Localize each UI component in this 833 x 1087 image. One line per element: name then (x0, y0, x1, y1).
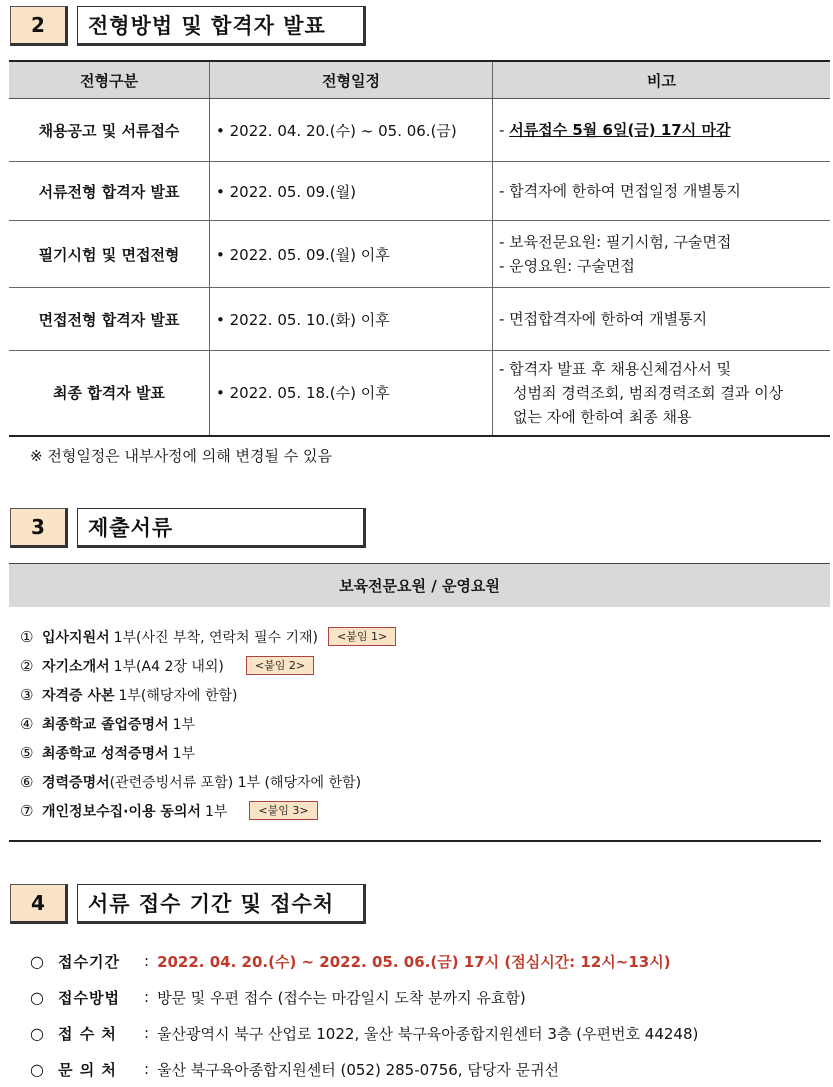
doc-name: 최종학교 성적증명서 (42, 745, 169, 762)
doc-name: 자격증 사본 (42, 687, 115, 704)
circle-bullet-icon: ○ (30, 1059, 44, 1079)
item-number: ⑤ (20, 743, 34, 762)
info-row (30, 1015, 698, 1051)
table-row (9, 99, 830, 162)
info-label: 접수기간 (58, 952, 120, 971)
table-row (9, 162, 830, 221)
section-number: 2 (10, 6, 68, 46)
list-item (20, 622, 396, 651)
item-number: ④ (20, 714, 34, 733)
doc-name: 자기소개서 (42, 658, 110, 675)
stage-cell: 채용공고 및 서류접수 (9, 99, 210, 162)
note-line: - 보육전문요원: 필기시험, 구술면접 (499, 233, 732, 251)
doc-detail: 1부(A4 2장 내외) (113, 658, 224, 675)
table-row (9, 221, 830, 288)
list-item (20, 738, 396, 767)
info-label: 접 수 처 (58, 1024, 117, 1043)
colon: : (144, 1060, 150, 1078)
table-header-row (9, 61, 830, 99)
list-item (20, 709, 396, 738)
doc-name: 개인정보수집·이용 동의서 (42, 803, 201, 820)
circle-bullet-icon: ○ (30, 951, 44, 971)
note-line: 없는 자에 한하여 최종 채용 (513, 407, 692, 426)
date-cell: • 2022. 05. 09.(월) 이후 (210, 221, 493, 288)
note-line: - 운영요원: 구술면접 (499, 257, 635, 275)
note-line: 성범죄 경력조회, 범죄경력조회 결과 이상 (513, 383, 784, 402)
column-header: 전형구분 (9, 61, 210, 99)
stage-cell: 면접전형 합격자 발표 (9, 288, 210, 351)
list-item (20, 651, 396, 680)
attachment-tag: <붙임 2> (246, 656, 314, 675)
info-value: 울산광역시 북구 산업로 1022, 울산 북구육아종합지원센터 3층 (우편번호 44248) (157, 1024, 699, 1043)
item-number: ③ (20, 685, 34, 704)
doc-detail: 1부 (172, 745, 196, 762)
note-line: - 합격자 발표 후 채용신체검사서 및 (499, 359, 732, 378)
deadline-note: 서류접수 5월 6일(금) 17시 마감 (509, 121, 731, 139)
info-row (30, 1051, 698, 1087)
table-row (9, 288, 830, 351)
list-item (20, 796, 396, 825)
info-value: 방문 및 우편 접수 (접수는 마감일시 도착 분까지 유효함) (157, 988, 526, 1007)
info-label: 문 의 처 (58, 1060, 117, 1079)
info-row (30, 943, 698, 979)
note-cell (493, 99, 831, 162)
date-cell: • 2022. 04. 20.(수) ~ 05. 06.(금) (210, 99, 493, 162)
attachment-tag: <붙임 1> (328, 627, 396, 646)
note-cell: - 면접합격자에 한하여 개별통지 (493, 288, 831, 351)
doc-detail: 1부(사진 부착, 연락처 필수 기재) (113, 629, 318, 646)
stage-cell: 최종 합격자 발표 (9, 351, 210, 436)
list-item (20, 767, 396, 796)
doc-name: 입사지원서 (42, 629, 110, 646)
section-number: 4 (10, 884, 68, 924)
doc-detail: 1부 (172, 716, 196, 733)
circle-bullet-icon: ○ (30, 1023, 44, 1043)
date-cell: • 2022. 05. 18.(수) 이후 (210, 351, 493, 436)
section-title: 전형방법 및 합격자 발표 (77, 6, 366, 46)
circle-bullet-icon: ○ (30, 987, 44, 1007)
documents-list (20, 622, 396, 825)
attachment-tag: <붙임 3> (249, 801, 317, 820)
stage-cell: 서류전형 합격자 발표 (9, 162, 210, 221)
doc-name: 경력증명서 (42, 774, 110, 791)
date-cell: • 2022. 05. 10.(화) 이후 (210, 288, 493, 351)
doc-detail: 1부 (204, 803, 228, 820)
colon: : (144, 988, 150, 1006)
item-number: ② (20, 656, 34, 675)
list-item (20, 680, 396, 709)
section-title: 제출서류 (77, 508, 366, 548)
date-cell: • 2022. 05. 09.(월) (210, 162, 493, 221)
submission-info (30, 943, 698, 1087)
schedule-note: ※ 전형일정은 내부사정에 의해 변경될 수 있음 (30, 447, 332, 465)
documents-header-band: 보육전문요원 / 운영요원 (9, 563, 830, 607)
table-row (9, 351, 830, 436)
info-value: 울산 북구육아종합지원센터 (052) 285-0756, 담당자 문귀선 (157, 1060, 560, 1079)
stage-cell: 필기시험 및 면접전형 (9, 221, 210, 288)
column-header: 전형일정 (210, 61, 493, 99)
column-header: 비고 (493, 61, 831, 99)
info-row (30, 979, 698, 1015)
note-cell: - 합격자에 한하여 면접일정 개별통지 (493, 162, 831, 221)
note-cell (493, 221, 831, 288)
colon: : (144, 1024, 150, 1042)
doc-name: 최종학교 졸업증명서 (42, 716, 169, 733)
info-value: 2022. 04. 20.(수) ~ 2022. 05. 06.(금) 17시 (점심시간: 12시~13시) (157, 952, 671, 971)
section-number: 3 (10, 508, 68, 548)
info-label: 접수방법 (58, 988, 120, 1007)
doc-detail: 1부(해당자에 한함) (118, 687, 238, 704)
section-2-header (10, 6, 366, 46)
section-title: 서류 접수 기간 및 접수처 (77, 884, 366, 924)
doc-detail: (관련증빙서류 포함) 1부 (해당자에 한함) (109, 774, 362, 791)
section-divider (9, 840, 821, 842)
colon: : (144, 952, 150, 970)
note-line: - (499, 121, 510, 139)
item-number: ⑥ (20, 772, 34, 791)
schedule-table (9, 60, 830, 437)
section-4-header (10, 884, 366, 924)
item-number: ⑦ (20, 801, 34, 820)
note-cell (493, 351, 831, 436)
item-number: ① (20, 627, 34, 646)
section-3-header (10, 508, 366, 548)
